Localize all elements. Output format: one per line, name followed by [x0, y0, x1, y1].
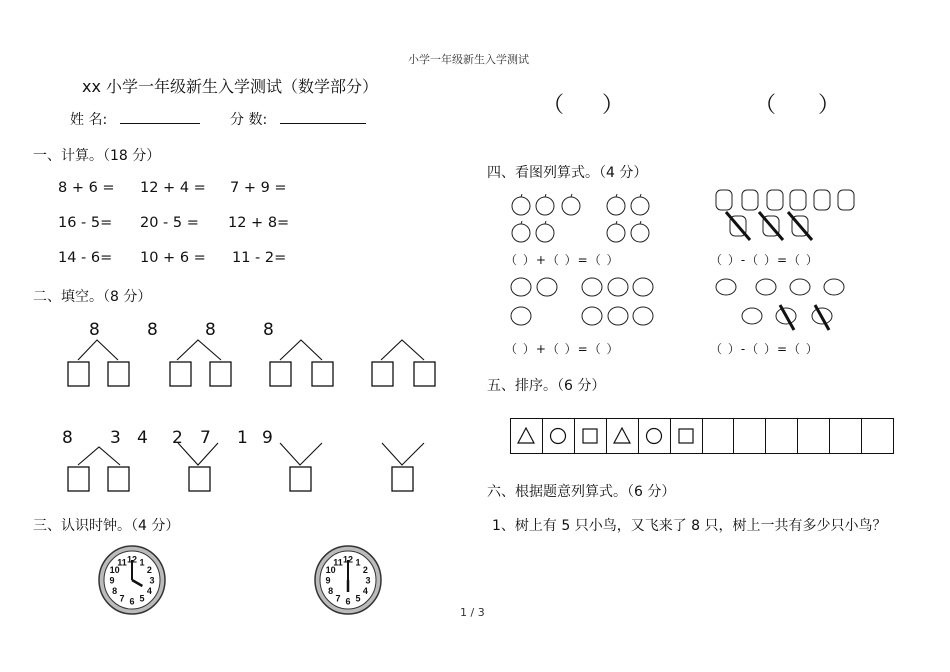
triangle-shape-cell — [607, 419, 639, 453]
clock-number: 3 — [149, 575, 155, 586]
sort-sequence — [510, 418, 894, 454]
score-label: 分 数: — [230, 112, 268, 128]
close-paren: ） — [602, 93, 625, 118]
split-number: 8 — [205, 320, 216, 340]
split-number: 8 — [147, 320, 158, 340]
clock-number: 2 — [146, 565, 152, 575]
equation-subtract[interactable]: （ ）-（ ）=（ ） — [710, 253, 819, 267]
monkey-icon-group — [511, 278, 653, 325]
question-1: 1、树上有 5 只小鸟，又飞来了 8 只，树上一共有多少只小鸟？ — [492, 518, 887, 534]
empty-sort-cell[interactable] — [766, 419, 798, 453]
clock-number: 4 — [362, 586, 368, 596]
apple-icon-group — [512, 194, 649, 242]
split-number: 3 — [110, 428, 121, 448]
empty-sort-cell[interactable] — [703, 419, 735, 453]
clock-number: 8 — [328, 586, 334, 596]
equation-add[interactable]: （ ）+（ ）=（ ） — [505, 342, 620, 356]
clock-number: 7 — [335, 593, 341, 604]
empty-sort-cell[interactable] — [734, 419, 766, 453]
calc-item: 8 + 6 = — [58, 180, 115, 196]
empty-sort-cell[interactable] — [798, 419, 830, 453]
page-number: 1 / 3 — [460, 606, 485, 619]
calc-item: 16 - 5= — [58, 215, 113, 231]
empty-sort-cell[interactable] — [862, 419, 893, 453]
section-6-title: 六、根据题意列算式。（6 分） — [487, 484, 676, 500]
clock-number: 9 — [325, 575, 331, 586]
split-number: 8 — [62, 428, 73, 448]
circle-icon — [548, 426, 568, 446]
split-number: 8 — [89, 320, 100, 340]
equation-subtract[interactable]: （ ）-（ ）=（ ） — [710, 342, 819, 356]
circle-shape-cell — [543, 419, 575, 453]
page-title: xx 小学一年级新生入学测试（数学部分） — [82, 77, 379, 96]
triangle-icon — [516, 426, 536, 446]
calc-item: 12 + 8= — [228, 215, 290, 231]
clock-number: 10 — [325, 565, 336, 575]
clock-number: 7 — [119, 593, 125, 604]
split-number: 2 — [172, 428, 183, 448]
running-header: 小学一年级新生入学测试 — [408, 53, 529, 66]
clock-number: 12 — [126, 554, 138, 565]
clock-number: 3 — [365, 575, 371, 586]
clock-number: 5 — [355, 593, 361, 604]
calc-item: 11 - 2= — [232, 250, 287, 266]
section-3-title: 三、认识时钟。（4 分） — [33, 518, 180, 534]
circle-shape-cell — [639, 419, 671, 453]
clock-number: 1 — [139, 557, 145, 568]
section-4-title: 四、看图列算式。（4 分） — [487, 165, 648, 181]
calc-item: 7 + 9 = — [230, 180, 287, 196]
empty-sort-cell[interactable] — [830, 419, 862, 453]
clock-number: 12 — [342, 554, 354, 565]
section-1-title: 一、计算。（18 分） — [33, 148, 161, 164]
calc-item: 14 - 6= — [58, 250, 113, 266]
clock-number: 11 — [117, 557, 127, 568]
clock-number: 8 — [112, 586, 118, 596]
split-number: 8 — [263, 320, 274, 340]
square-icon — [676, 426, 696, 446]
section-2-title: 二、填空。（8 分） — [33, 289, 152, 305]
bee-icon-group — [716, 279, 844, 330]
clock-number: 6 — [129, 596, 135, 607]
split-number: 9 — [262, 428, 273, 448]
triangle-icon — [612, 426, 632, 446]
square-shape-cell — [575, 419, 607, 453]
bird-icon-group — [716, 190, 854, 240]
open-paren: （ — [754, 93, 777, 118]
triangle-shape-cell — [511, 419, 543, 453]
section-5-title: 五、排序。（6 分） — [487, 378, 606, 394]
close-paren: ） — [818, 93, 841, 118]
calc-item: 12 + 4 = — [140, 180, 206, 196]
square-icon — [580, 426, 600, 446]
equation-add[interactable]: （ ）+（ ）=（ ） — [505, 253, 620, 267]
clock-number: 5 — [139, 593, 145, 604]
clock-number: 2 — [362, 565, 368, 575]
clock-number: 6 — [345, 596, 351, 607]
split-number: 7 — [200, 428, 211, 448]
calc-item: 20 - 5 = — [140, 215, 199, 231]
clock-number: 10 — [109, 565, 120, 575]
clock-number: 4 — [146, 586, 152, 596]
calc-item: 10 + 6 = — [140, 250, 206, 266]
name-label: 姓 名: — [70, 112, 108, 128]
clock-number: 1 — [355, 557, 361, 568]
clock-number: 11 — [333, 557, 343, 568]
square-shape-cell — [671, 419, 703, 453]
split-number: 1 — [237, 428, 248, 448]
clock-number: 9 — [109, 575, 115, 586]
circle-icon — [644, 426, 664, 446]
open-paren: （ — [542, 93, 565, 118]
split-number: 4 — [137, 428, 148, 448]
